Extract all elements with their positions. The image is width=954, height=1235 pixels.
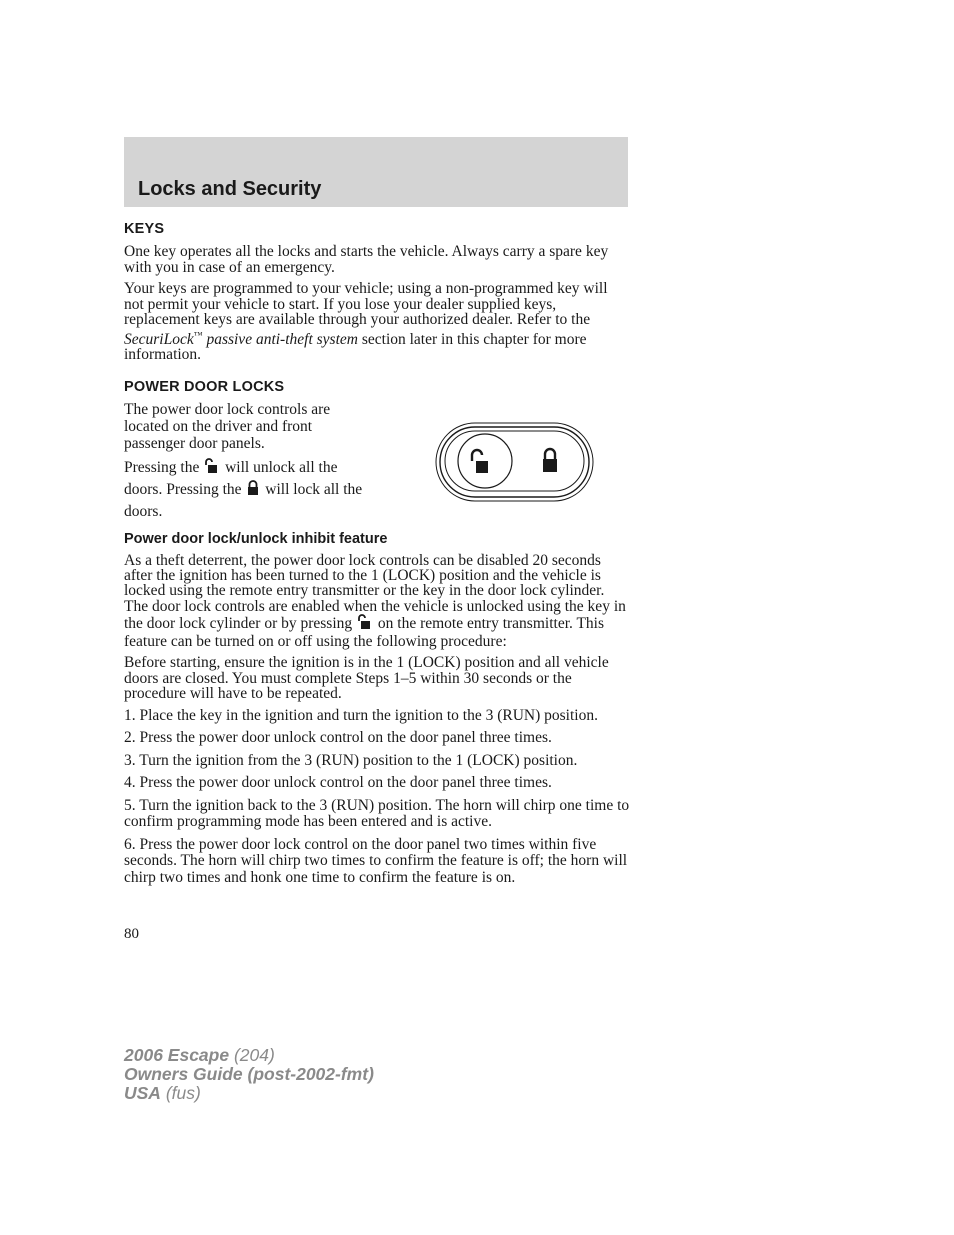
inhibit-paragraph-1-text-a: As a theft deterrent, the power door lock controls can be disabled 20 seconds after the ignition has been turned to the 1 (LOCK) position and the vehicle is locked using the remote entry transmitter or the key in the door lock cylinder. The door lock controls are enabled when the vehicle is unlocked using the key in the door lock cylinder or by pressing — [124, 551, 626, 633]
inhibit-feature-heading: Power door lock/unlock inhibit feature — [124, 530, 388, 547]
power-locks-text-a: Pressing the — [124, 458, 200, 476]
section-header-band — [124, 137, 628, 207]
keys-paragraph-1: One key operates all the locks and starts the vehicle. Always carry a spare key with you in case of an emergency. — [124, 243, 609, 276]
footer-model-code: (204) — [229, 1045, 275, 1065]
unlock-icon — [205, 458, 219, 480]
power-locks-text-b: will unlock all the doors. Pressing the — [124, 458, 338, 498]
inhibit-paragraph-2: Before starting, ensure the ignition is in the 1 (LOCK) position and all vehicle doors are closed. You must complete Steps 1–5 within 30 seconds or the procedure will have to be repeated. — [124, 654, 609, 703]
power-locks-paragraph-1: The power door lock controls are located on the driver and front passenger door panels. — [124, 400, 331, 452]
lock-icon — [543, 449, 557, 472]
keys-paragraph-2 — [124, 281, 630, 363]
footer-line-2 — [124, 1065, 374, 1084]
step-3: 3. Turn the ignition from the 3 (RUN) position to the 1 (LOCK) position. — [124, 751, 578, 769]
power-locks-row — [124, 401, 630, 529]
securilock-term: SecuriLock — [124, 330, 194, 348]
footer-model: 2006 Escape — [124, 1045, 230, 1065]
keys-paragraph-2-text-b: section later in this chapter for more information. — [124, 330, 587, 364]
power-locks-paragraph-2 — [124, 458, 369, 522]
page-content — [124, 221, 630, 886]
keys-heading: KEYS — [124, 221, 165, 237]
step-5: 5. Turn the ignition back to the 3 (RUN) position. The horn will chirp one time to confirm programming mode has been entered and is active. — [124, 796, 630, 831]
footer-market-code: (fus) — [160, 1083, 201, 1103]
page-number: 80 — [124, 926, 139, 942]
power-door-locks-heading: POWER DOOR LOCKS — [124, 378, 285, 395]
document-footer — [124, 1046, 374, 1103]
door-lock-switch-illustration — [435, 421, 595, 505]
keys-paragraph-2-text-a: Your keys are programmed to your vehicle; using a non-programmed key will not permit your vehicle to start. If you lose your dealer supplied keys, replacement keys are available through your authorized dealer. Refer to the — [124, 280, 608, 328]
lock-icon — [247, 480, 259, 502]
section-title: Locks and Security — [138, 178, 322, 200]
step-2: 2. Press the power door unlock control on the door panel three times. — [124, 729, 552, 747]
footer-guide: Owners Guide (post-2002-fmt) — [124, 1064, 374, 1084]
step-6: 6. Press the power door lock control on the door panel two times within five seconds. The horn will chirp two times to confirm the feature is off; the horn will chirp two times and honk one time to confirm the feature is on. — [124, 835, 628, 886]
trademark-mark: ™ — [193, 329, 203, 340]
step-1: 1. Place the key in the ignition and turn the ignition to the 3 (RUN) position. — [124, 706, 598, 724]
unlock-icon — [358, 614, 372, 633]
power-locks-text-c: will lock all the doors. — [124, 480, 363, 520]
footer-line-1 — [124, 1046, 374, 1065]
footer-market: USA — [124, 1083, 161, 1103]
footer-line-3 — [124, 1084, 374, 1103]
step-4: 4. Press the power door unlock control on the door panel three times. — [124, 774, 552, 792]
inhibit-paragraph-1 — [124, 553, 630, 649]
unlock-icon — [472, 450, 488, 473]
anti-theft-term: passive anti-theft system — [202, 330, 358, 348]
inhibit-paragraph-1-text-b: on the remote entry transmitter. This feature can be turned on or off using the following procedure: — [124, 615, 605, 650]
power-locks-text — [124, 401, 369, 522]
